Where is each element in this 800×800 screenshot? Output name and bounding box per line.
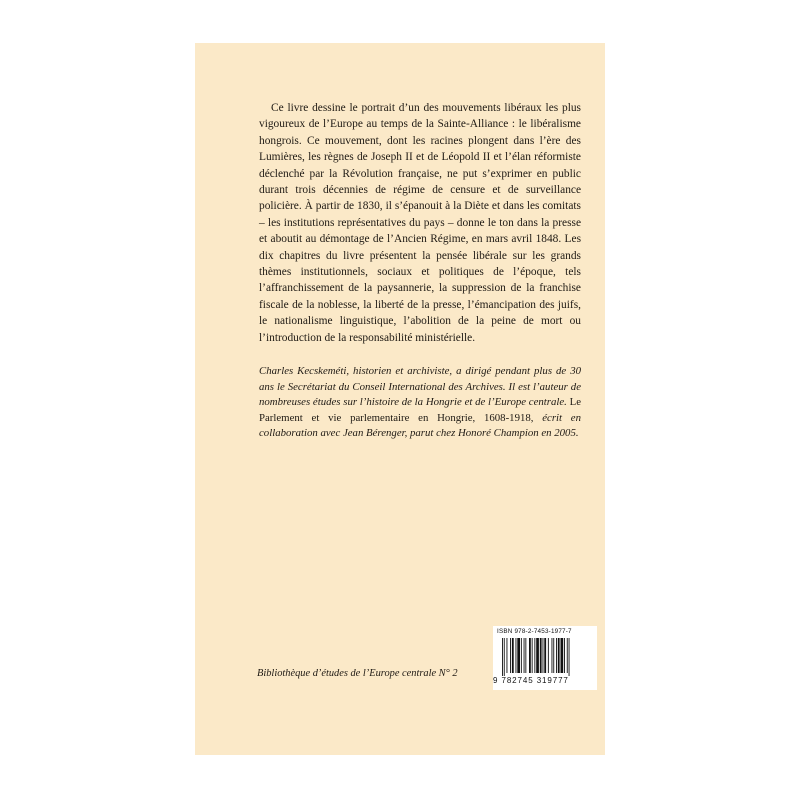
barcode-bar (534, 638, 535, 673)
barcode-bar (502, 638, 503, 676)
barcode-bar (548, 638, 549, 673)
barcode-bar (532, 638, 533, 673)
barcode-bar (524, 638, 525, 673)
barcode-bar (536, 638, 539, 673)
barcode-bar (529, 638, 531, 673)
barcode-bar (569, 638, 570, 676)
barcode-bar (543, 638, 544, 673)
barcode-bar (510, 638, 511, 673)
barcode-icon (496, 638, 594, 676)
barcode-bar (516, 638, 517, 673)
barcode-bar (507, 638, 508, 673)
author-bio (259, 364, 581, 442)
barcode-bar (525, 638, 526, 673)
barcode-digits: 9 782745 319777 (493, 676, 569, 685)
book-blurb: Ce livre dessine le portrait d’un des mouvements libéraux les plus vigoureux de l’Europe au temps de la Sainte-Alliance : le libéralisme hongrois. Ce mouvement, dont les racines plongent dans l’ère des Lumières, les règnes de Joseph II et de Léopold II et l’élan réformiste déclenché par la Révolution française, ne put s’exprimer en public durant trois décennies de régime de censure et de surveillance policière. À partir de 1830, il s’épanouit à la Diète et dans les comitats – les institutions représentatives du pays – donne le ton dans la presse et aboutit au démontage de l’Ancien Régime, en mars avril 1848. Les dix chapitres du livre présentent la pensée libérale sur les grands thèmes institutionnels, sociaux et politiques de l’époque, tels l’affranchissement de la paysannerie, la suppression de la franchise fiscale de la noblesse, la liberté de la presse, l’émancipation des juifs, le nationalisme linguistique, l’abolition de la peine de mort ou l’introduction de la responsabilité ministérielle. (259, 102, 581, 344)
isbn-block (493, 626, 597, 690)
barcode-bar (504, 638, 505, 676)
barcode-bar (558, 638, 560, 673)
author-bio-outro: écrit en collaboration avec Jean Bérenger, parut chez Honoré Champion en 2005. (259, 411, 581, 440)
author-bio-intro: Charles Kecskeméti, historien et archiviste, a dirigé pendant plus de 30 ans le Secrétariat du Conseil International des Archives. Il est l’auteur de nombreuses études sur l’histoire de la Hongrie et de l’Europe centrale. (259, 365, 581, 409)
barcode-bar (552, 638, 553, 673)
barcode-bar (512, 638, 514, 673)
barcode-bar (521, 638, 522, 673)
barcode-bar (556, 638, 557, 673)
series-title: Bibliothèque d’études de l’Europe centrale N° 2 (257, 668, 458, 679)
barcode-bar (564, 638, 565, 673)
barcode-bar (540, 638, 542, 673)
book-back-cover (195, 43, 605, 755)
isbn-label: ISBN 978-2-7453-1977-7 (497, 628, 572, 635)
author-bio-book-title: Le Parlement et vie parlementaire en Hongrie, 1608-1918, (259, 396, 581, 424)
barcode-bar (567, 638, 568, 673)
barcode-bar (544, 638, 546, 673)
barcode-bar (517, 638, 520, 673)
barcode-bar (561, 638, 564, 673)
barcode-bar (553, 638, 554, 673)
